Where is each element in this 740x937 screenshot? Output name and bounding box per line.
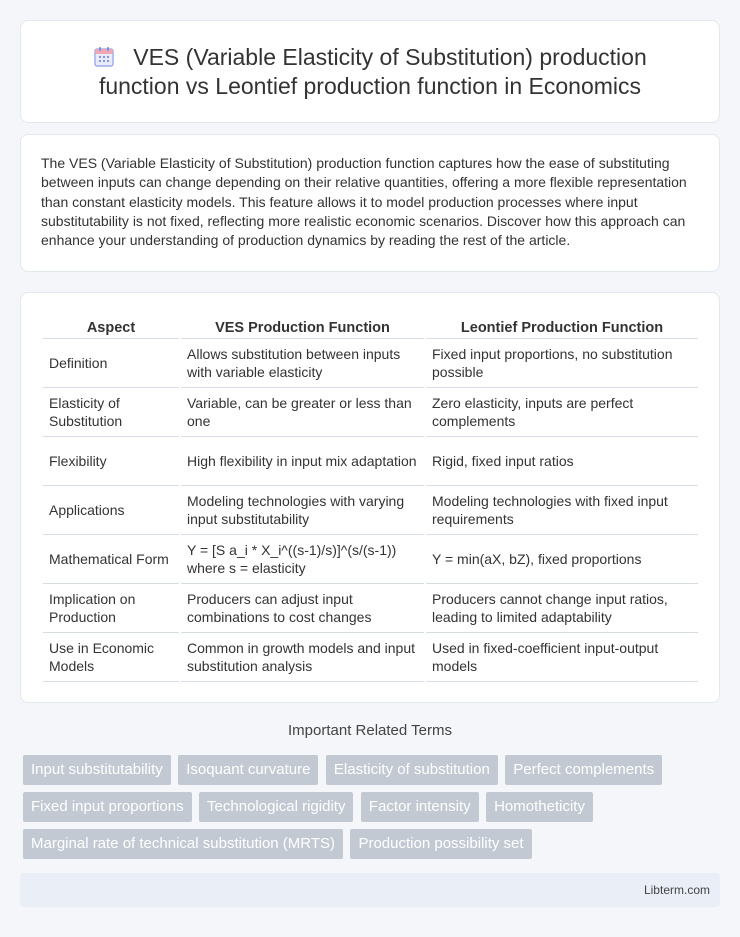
related-term-tag[interactable]: Factor intensity <box>361 792 479 822</box>
title-card <box>20 20 720 123</box>
table-cell: Mathematical Form <box>43 535 179 584</box>
table-cell: Implication on Production <box>43 584 179 633</box>
intro-paragraph: The VES (Variable Elasticity of Substitution) production function captures how the ease of substituting between inputs can change depending on their relative quantities, offering a more flexible representation than constant elasticity models. This feature allows it to model production processes where input substitutability is not fixed, reflecting more realistic economic scenarios. Discover how this approach can enhance your understanding of production dynamics by reading the rest of the article. <box>41 155 687 249</box>
table-cell: Elasticity of Substitution <box>43 388 179 437</box>
related-term-tag[interactable]: Input substitutability <box>23 755 171 785</box>
table-header-row <box>43 311 698 339</box>
page-title-text: VES (Variable Elasticity of Substitution) production function vs Leontief production function in Economics <box>98 44 647 99</box>
related-term-tag[interactable]: Homotheticity <box>486 792 593 822</box>
table-cell: Definition <box>43 339 179 388</box>
table-cell: Y = [S a_i * X_i^((s-1)/s)]^(s/(s-1)) where s = elasticity <box>181 535 424 584</box>
comparison-table-card <box>20 292 720 703</box>
footer-site-link[interactable]: Libterm.com <box>643 883 710 897</box>
related-term-tag[interactable]: Production possibility set <box>350 829 531 859</box>
table-row <box>43 486 698 535</box>
table-cell: Y = min(aX, bZ), fixed proportions <box>426 535 698 584</box>
table-row <box>43 633 698 682</box>
table-cell: Zero elasticity, inputs are perfect complements <box>426 388 698 437</box>
table-row <box>43 339 698 388</box>
related-term-tag[interactable]: Marginal rate of technical substitution (MRTS) <box>23 829 343 859</box>
table-cell: Used in fixed-coefficient input-output models <box>426 633 698 682</box>
related-term-tag[interactable]: Elasticity of substitution <box>326 755 498 785</box>
table-cell: High flexibility in input mix adaptation <box>181 437 424 486</box>
calendar-icon <box>93 46 115 68</box>
column-header: Leontief Production Function <box>426 311 698 339</box>
table-cell: Variable, can be greater or less than one <box>181 388 424 437</box>
column-header: Aspect <box>43 311 179 339</box>
related-term-tag[interactable]: Isoquant curvature <box>178 755 318 785</box>
footer <box>20 873 720 907</box>
table-cell: Producers can adjust input combinations to cost changes <box>181 584 424 633</box>
table-cell: Modeling technologies with varying input substitutability <box>181 486 424 535</box>
page-title <box>51 43 689 101</box>
related-term-tag[interactable]: Technological rigidity <box>199 792 353 822</box>
related-term-tag[interactable]: Fixed input proportions <box>23 792 192 822</box>
intro-card <box>20 134 720 272</box>
related-terms-list <box>23 755 723 866</box>
column-header: VES Production Function <box>181 311 424 339</box>
table-cell: Flexibility <box>43 437 179 486</box>
table-cell: Producers cannot change input ratios, leading to limited adaptability <box>426 584 698 633</box>
comparison-table <box>41 311 700 682</box>
table-row <box>43 535 698 584</box>
table-cell: Fixed input proportions, no substitution possible <box>426 339 698 388</box>
table-cell: Modeling technologies with fixed input requirements <box>426 486 698 535</box>
related-term-tag[interactable]: Perfect complements <box>505 755 662 785</box>
table-cell: Use in Economic Models <box>43 633 179 682</box>
related-terms-heading: Important Related Terms <box>288 722 452 739</box>
table-cell: Allows substitution between inputs with variable elasticity <box>181 339 424 388</box>
table-row <box>43 584 698 633</box>
table-cell: Common in growth models and input substitution analysis <box>181 633 424 682</box>
table-cell: Applications <box>43 486 179 535</box>
table-row <box>43 437 698 486</box>
table-row <box>43 388 698 437</box>
table-cell: Rigid, fixed input ratios <box>426 437 698 486</box>
